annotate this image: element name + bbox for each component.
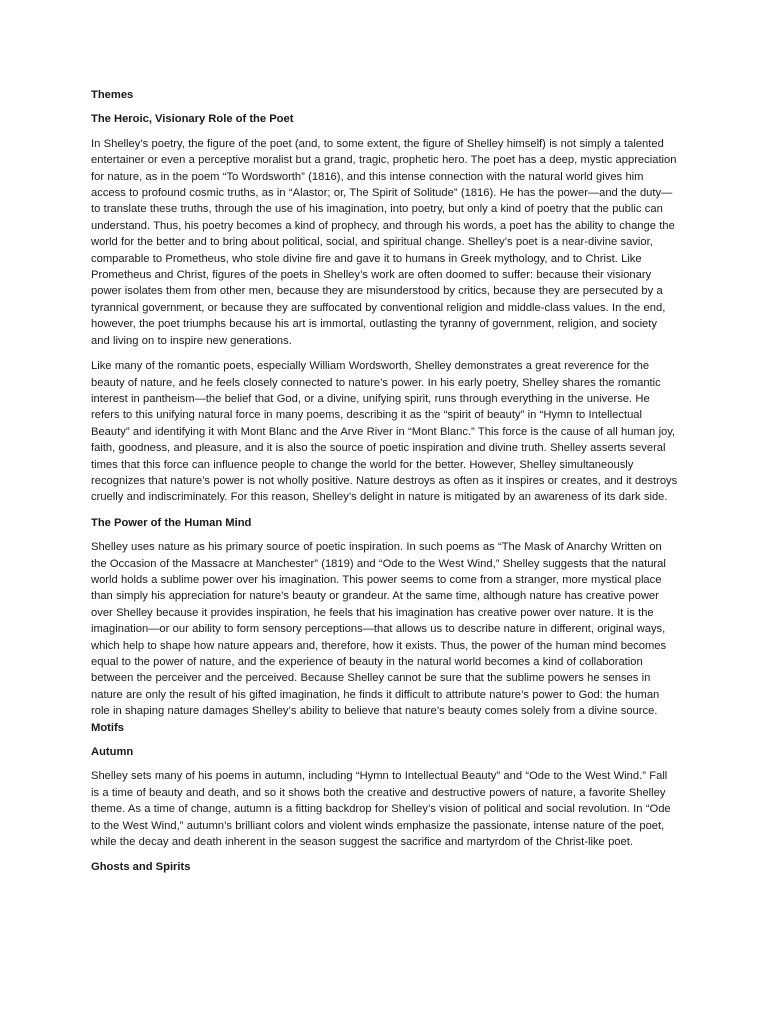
heading-autumn: Autumn (91, 746, 134, 759)
paragraph-autumn: Shelley sets many of his poems in autumn, including “Hymn to Intellectual Beauty” and “Ode to the West Wind.” Fall is a time of beauty and death, and so it shows both the creative and destructive powers of nature, a favorite Shelley theme. As a time of change, autumn is a fitting backdrop for Shelley’s vision of political and social revolution. In “Ode to the West Wind,” autumn’s brilliant colors and violent winds emphasize the passionate, intense nature of the poet, while the decay and death inherent in the season suggest the sacrifice and martyrdom of the Christ-like poet. (91, 770, 671, 849)
heading-heroic-poet: The Heroic, Visionary Role of the Poet (91, 113, 294, 126)
heading-human-mind: The Power of the Human Mind (91, 516, 252, 529)
heading-ghosts-spirits: Ghosts and Spirits (91, 861, 191, 874)
section-heading-themes: Themes (91, 89, 134, 101)
section-heading-motifs: Motifs (91, 721, 124, 734)
paragraph-heroic-poet: In Shelley’s poetry, the figure of the poet (and, to some extent, the figure of Shelley himself) is not simply a talented entertainer or even a perceptive moralist but a grand, tragic, prophetic hero. The poet has a deep, mystic appreciation for nature, as in the poem “To Wordsworth” (1816), and this intense connection with the natural world gives him access to profound cosmic truths, as in “Alastor; or, The Spirit of Solitude” (1816). He has the power—and the duty—to translate these truths, through the use of his imagination, into poetry, but only a kind of poetry that the public can understand. Thus, his poetry becomes a kind of prophecy, and through his words, a poet has the ability to change the world for the better and to bring about political, social, and spiritual change. Shelley’s poet is a near-divine savior, comparable to Prometheus, who stole divine fire and gave it to humans in Greek mythology, and to Christ. Like Prometheus and Christ, figures of the poets in Shelley’s work are often doomed to suffer: because their visionary power isolates them from other men, because they are misunderstood by critics, because they are persecuted by a tyrannical government, or because they are suffocated by conventional religion and middle-class values. In the end, however, the poet triumphs because his art is immortal, outlasting the tyranny of government, religion, and society and living on to inspire new generations. (91, 137, 677, 347)
paragraph-nature: Like many of the romantic poets, especially William Wordsworth, Shelley demonstrates a great reverence for the beauty of nature, and he feels closely connected to nature’s power. In his early poetry, Shelley shares the romantic interest in pantheism—the belief that God, or a divine, unifying spirit, runs through everything in the universe. He refers to this unifying natural force in many poems, describing it as the “spirit of beauty” in “Hymn to Intellectual Beauty” and identifying it with Mont Blanc and the Arve River in “Mont Blanc.” This force is the cause of all human joy, faith, goodness, and pleasure, and it is also the source of poetic inspiration and divine truth. Shelley asserts several times that this force can influence people to change the world for the better. However, Shelley simultaneously recognizes that nature’s power is not wholly positive. Nature destroys as often as it inspires or creates, and it destroys cruelly and indiscriminately. For this reason, Shelley’s delight in nature is mitigated by an awareness of its dark side. (91, 360, 678, 504)
paragraph-human-mind: Shelley uses nature as his primary source of poetic inspiration. In such poems as “The Mask of Anarchy Written on the Occasion of the Massacre at Manchester” (1819) and “Ode to the West Wind,” Shelley suggests that the natural world holds a sublime power over his imagination. This power seems to come from a stranger, more mystical place than simply his appreciation for nature’s beauty or grandeur. At the same time, although nature has creative power over Shelley because it provides inspiration, he feels that his imagination has creative power over nature. It is the imagination—or our ability to form sensory perceptions—that allows us to describe nature in different, original ways, which help to shape how nature appears and, therefore, how it exists. Thus, the power of the human mind becomes equal to the power of nature, and the experience of beauty in the natural world becomes a kind of collaboration between the perceiver and the perceived. Because Shelley cannot be sure that the sublime powers he senses in nature are only the result of his gifted imagination, he finds it difficult to attribute nature’s power to God: the human role in shaping nature damages Shelley’s ability to believe that nature’s beauty comes solely from a divine source. (91, 541, 667, 718)
